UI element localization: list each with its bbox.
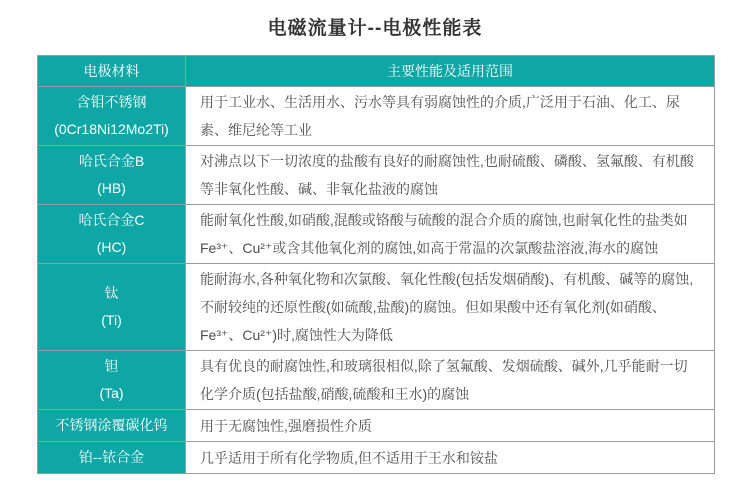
material-name: 含钼不锈钢 — [76, 94, 147, 110]
electrode-performance-table — [37, 55, 715, 474]
material-cell — [38, 264, 186, 351]
material-cell — [38, 87, 186, 146]
material-grade: (Ta) — [99, 385, 124, 401]
material-name: 钛 — [104, 285, 119, 301]
page-title: 电磁流量计--电极性能表 — [267, 18, 483, 39]
description-cell: 用于无腐蚀性,强磨损性介质 — [186, 410, 715, 442]
material-grade: (HB) — [97, 180, 126, 196]
material-name: 不锈钢涂覆碳化钨 — [55, 417, 168, 433]
material-cell — [38, 410, 186, 442]
material-cell — [38, 205, 186, 264]
column-header-performance: 主要性能及适用范围 — [186, 56, 715, 87]
material-cell — [38, 146, 186, 205]
material-grade: (HC) — [96, 239, 127, 255]
material-cell — [38, 351, 186, 410]
table-row — [38, 442, 715, 474]
description-cell: 几乎适用于所有化学物质,但不适用于王水和铵盐 — [186, 442, 715, 474]
description-cell: 具有优良的耐腐蚀性,和玻璃很相似,除了氢氟酸、发烟硫酸、碱外,几乎能耐一切化学介质(包括盐酸,硝酸,硫酸和王水)的腐蚀 — [186, 351, 715, 410]
table-row — [38, 205, 715, 264]
material-grade: (0Cr18Ni12Mo2Ti) — [54, 121, 169, 137]
material-grade: (Ti) — [101, 312, 122, 328]
material-name: 哈氏合金B — [78, 153, 145, 169]
table-row — [38, 87, 715, 146]
description-cell: 对沸点以下一切浓度的盐酸有良好的耐腐蚀性,也耐硫酸、磷酸、氢氟酸、有机酸等非氧化性酸、碱、非氧化盐液的腐蚀 — [186, 146, 715, 205]
table-row — [38, 351, 715, 410]
material-name: 钽 — [104, 358, 119, 374]
material-cell — [38, 442, 186, 474]
material-name: 哈氏合金C — [78, 212, 145, 228]
table-row — [38, 410, 715, 442]
column-header-material: 电极材料 — [38, 56, 186, 87]
material-name: 铂--铱合金 — [78, 449, 145, 465]
table-row — [38, 146, 715, 205]
table-header-row — [38, 56, 715, 87]
table-row — [38, 264, 715, 351]
description-cell: 能耐海水,各种氧化物和次氯酸、氧化性酸(包括发烟硝酸)、有机酸、碱等的腐蚀,不耐较纯的还原性酸(如硫酸,盐酸)的腐蚀。但如果酸中还有氧化剂(如硝酸、Fe³⁺、Cu²⁺)时,腐蚀性大为降低 — [186, 264, 715, 351]
description-cell: 能耐氧化性酸,如硝酸,混酸或铬酸与硫酸的混合介质的腐蚀,也耐氧化性的盐类如Fe³⁺、Cu²⁺或含其他氧化剂的腐蚀,如高于常温的次氯酸盐溶液,海水的腐蚀 — [186, 205, 715, 264]
description-cell: 用于工业水、生活用水、污水等具有弱腐蚀性的介质,广泛用于石油、化工、尿素、维尼纶等工业 — [186, 87, 715, 146]
